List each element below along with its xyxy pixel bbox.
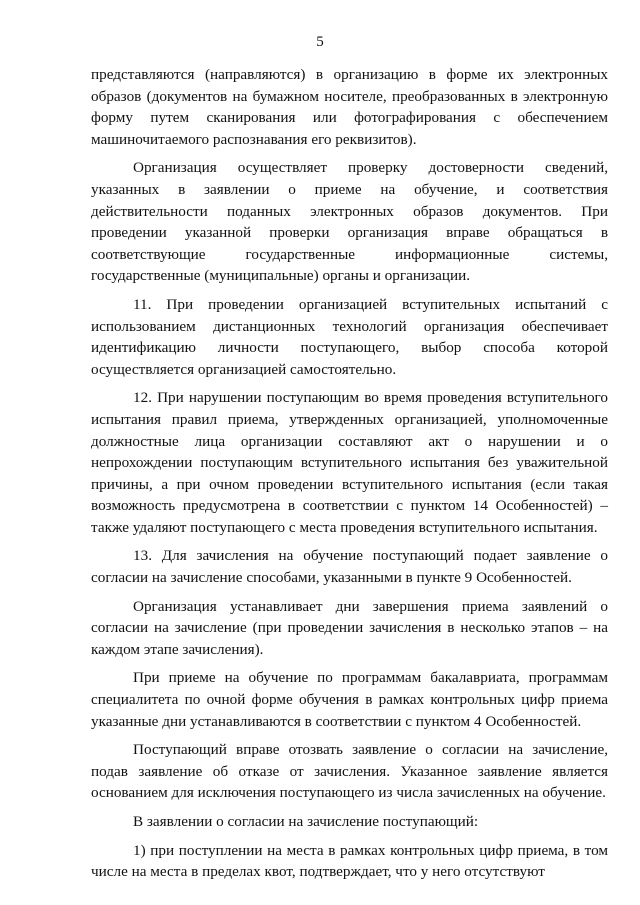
paragraph: 11. При проведении организацией вступительных испытаний с использованием дистанционных технологий организация обеспечивает идентификацию личности поступающего, выбор способа которой осуществляется организацией самостоятельно. [91, 295, 608, 378]
paragraph: Поступающий вправе отозвать заявление о согласии на зачисление, подав заявление об отказе от зачисления. Указанное заявление является основанием для исключения поступающего из числа зачисленных на обучение. [91, 741, 608, 802]
paragraph: При приеме на обучение по программам бакалавриата, программам специалитета по очной форме обучения в рамках контрольных цифр приема указанные дни устанавливаются в соответствии с пунктом 4 Особенностей. [91, 669, 608, 730]
paragraph: 13. Для зачисления на обучение поступающий подает заявление о согласии на зачисление способами, указанными в пункте 9 Особенностей. [91, 547, 608, 587]
paragraph: представляются (направляются) в организацию в форме их электронных образов (документов на бумажном носителе, преобразованных в электронную форму путем сканирования или фотографирования с обеспечением машиночитаемого распознавания его реквизитов). [91, 66, 608, 148]
document-body [91, 64, 608, 890]
paragraph: Организация осуществляет проверку достоверности сведений, указанных в заявлении о приеме на обучение, и соответствия действительности поданных электронных образов документов. При проведении указанной проверки организация вправе обращаться в соответствующие государственные информационные системы, государственные (муниципальные) органы и организации. [91, 159, 608, 285]
paragraph: 12. При нарушении поступающим во время проведения вступительного испытания правил приема, утвержденных организацией, уполномоченные должностные лица организации составляют акт о нарушении и о непрохождении поступающим вступительного испытания без уважительной причины, а при очном проведении вступительного испытания (если такая возможность предусмотрена в соответствии с пунктом 14 Особенностей) – также удаляют поступающего с места проведения вступительного испытания. [91, 389, 608, 536]
paragraph: Организация устанавливает дни завершения приема заявлений о согласии на зачисление (при проведении зачисления в несколько этапов – на каждом этапе зачисления). [91, 597, 608, 658]
page-number: 5 [316, 34, 324, 50]
paragraph: 1) при поступлении на места в рамках контрольных цифр приема, в том числе на места в пределах квот, подтверждает, что у него отсутствуют [91, 841, 608, 881]
paragraph: В заявлении о согласии на зачисление поступающий: [133, 813, 479, 830]
